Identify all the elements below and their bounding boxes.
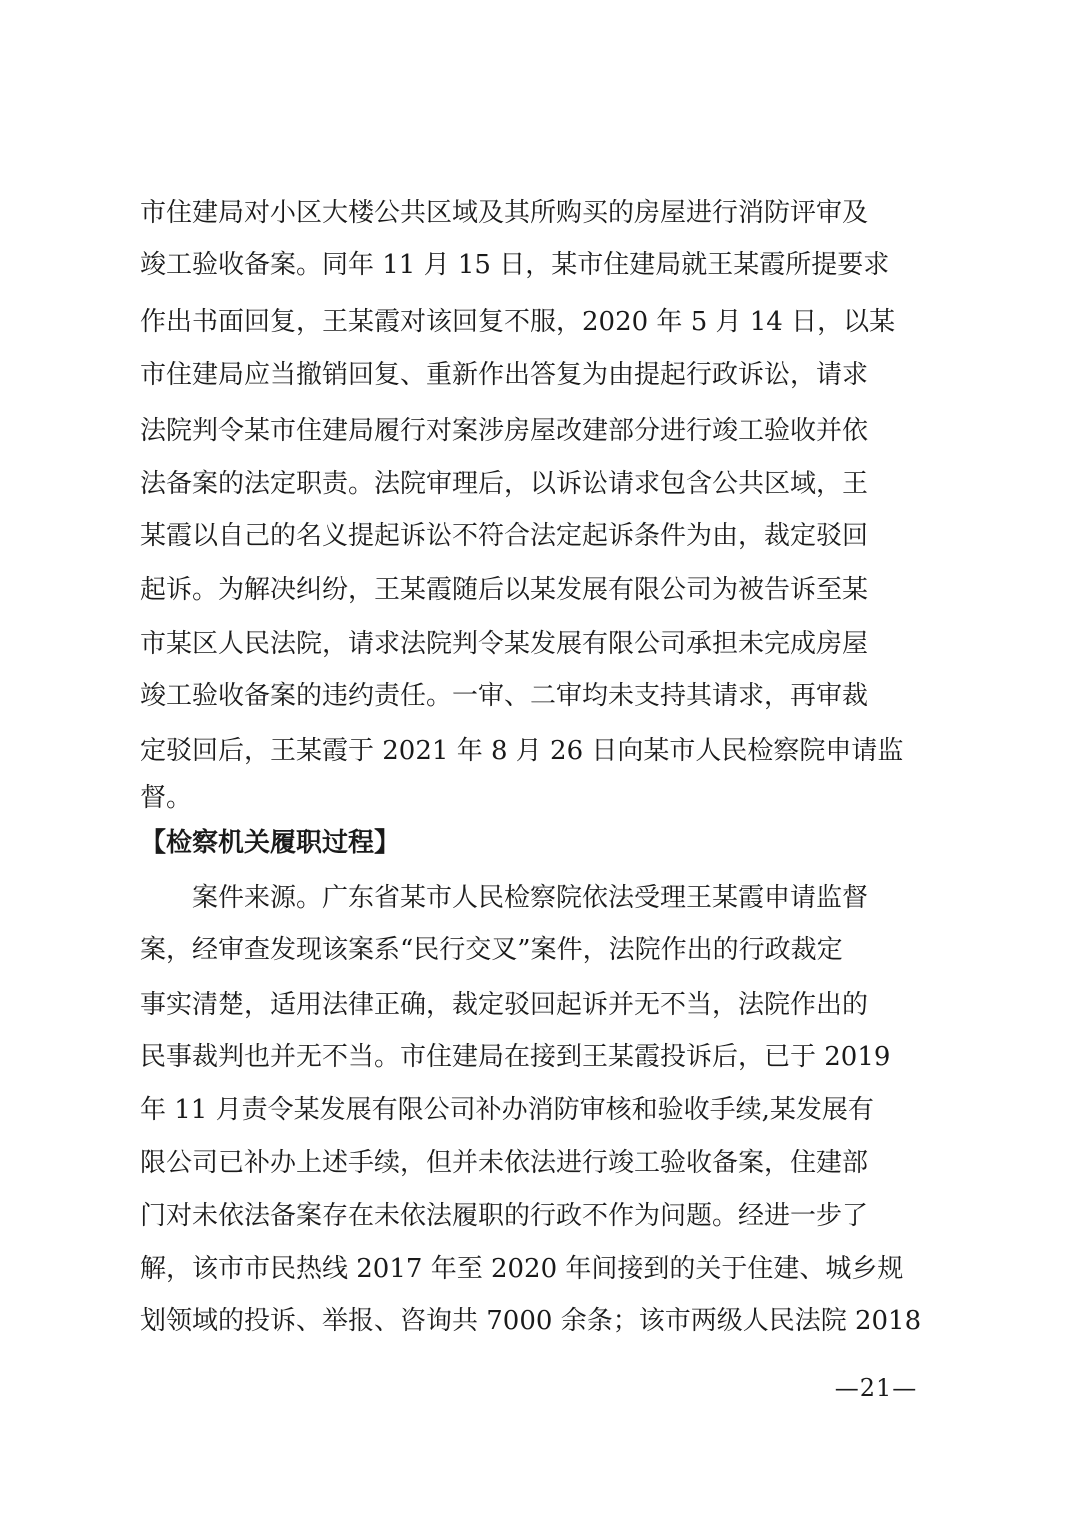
text-line: 案件来源。广东省某市人民检察院依法受理王某霞申请监督	[140, 883, 869, 913]
text-line: 民事裁判也并无不当。市住建局在接到王某霞投诉后，已于 2019	[140, 1042, 891, 1072]
text-line: 门对未依法备案存在未依法履职的行政不作为问题。经进一步了	[140, 1201, 869, 1231]
text-line: 法院判令某市住建局履行对案涉房屋改建部分进行竣工验收并依	[140, 416, 869, 446]
text-line: 定驳回后，王某霞于 2021 年 8 月 26 日向某市人民检察院申请监	[140, 736, 904, 766]
text-line: 市住建局对小区大楼公共区域及其所购买的房屋进行消防评审及	[140, 198, 869, 228]
text-line: 竣工验收备案的违约责任。一审、二审均未支持其请求，再审裁	[140, 681, 869, 711]
text-line: 起诉。为解决纠纷，王某霞随后以某发展有限公司为被告诉至某	[140, 575, 869, 605]
text-line: 某霞以自己的名义提起诉讼不符合法定起诉条件为由，裁定驳回	[140, 521, 869, 551]
text-line: 事实清楚，适用法律正确，裁定驳回起诉并无不当，法院作出的	[140, 990, 869, 1020]
text-line: 解，该市市民热线 2017 年至 2020 年间接到的关于住建、城乡规	[140, 1254, 904, 1284]
text-line: 督。	[140, 783, 193, 813]
text-line: 竣工验收备案。同年 11 月 15 日，某市住建局就王某霞所提要求	[140, 250, 890, 280]
text-line: 法备案的法定职责。法院审理后，以诉讼请求包含公共区域，王	[140, 469, 869, 499]
text-line: 划领域的投诉、举报、咨询共 7000 余条；该市两级人民法院 2018	[140, 1306, 922, 1336]
text-line: 案，经审查发现该案系“民行交叉”案件，法院作出的行政裁定	[140, 935, 843, 965]
text-line: 年 11 月责令某发展有限公司补办消防审核和验收手续,某发展有	[140, 1095, 874, 1125]
text-line: 市某区人民法院，请求法院判令某发展有限公司承担未完成房屋	[140, 629, 869, 659]
text-line: 限公司已补办上述手续，但并未依法进行竣工验收备案，住建部	[140, 1148, 869, 1178]
text-line: 作出书面回复，王某霞对该回复不服，2020 年 5 月 14 日，以某	[140, 307, 896, 337]
page-number: —21—	[834, 1374, 918, 1402]
text-line: 市住建局应当撤销回复、重新作出答复为由提起行政诉讼，请求	[140, 360, 869, 390]
section-heading: 【检察机关履职过程】	[140, 828, 401, 858]
